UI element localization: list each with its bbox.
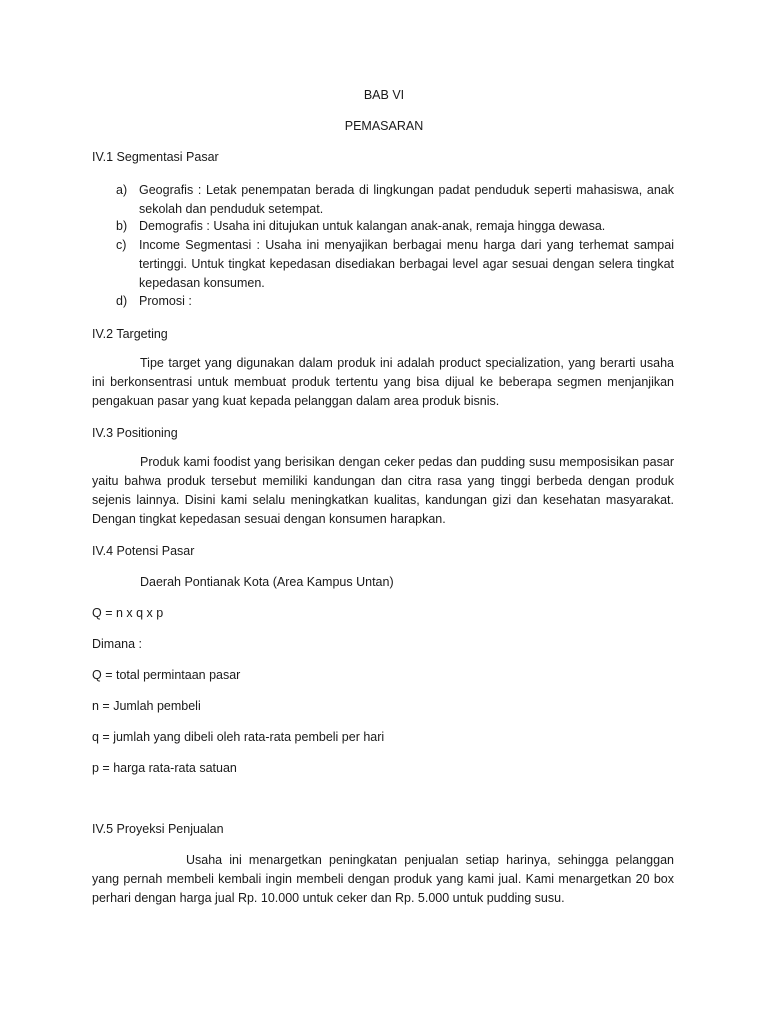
proyeksi-paragraph: Usaha ini menargetkan peningkatan penjualan setiap harinya, sehingga pelanggan yang pernah membeli kembali ingin membeli dengan produk yang kami jual. Kami menargetkan 20 box perhari dengan harga jual Rp. 10.000 untuk ceker dan Rp. 5.000 untuk pudding susu.	[92, 853, 674, 905]
definition-p: p = harga rata-rata satuan	[92, 761, 237, 775]
list-marker: a)	[116, 183, 128, 197]
section-heading-potensi: IV.4 Potensi Pasar	[92, 544, 195, 558]
section-heading-targeting: IV.2 Targeting	[92, 327, 168, 341]
chapter-title: PEMASARAN	[344, 119, 424, 133]
list-item-text: Income Segmentasi : Usaha ini menyajikan berbagai menu harga dari yang terhemat sampai tertinggi. Untuk tingkat kepedasan disediakan berbagai level agar sesuai dengan selera tingkat kepedasan konsumen.	[139, 238, 674, 290]
section-heading-positioning: IV.3 Positioning	[92, 426, 178, 440]
potensi-formula: Q = n x q x p	[92, 606, 164, 620]
positioning-paragraph: Produk kami foodist yang berisikan dengan ceker pedas dan pudding susu memposisikan pasar yaitu bahwa produk tersebut memiliki kandungan dan citra rasa yang tinggi berbeda dengan produk sejenis lainnya. Disini kami selalu meningkatkan kualitas, kandungan gizi dan kesehatan masyarakat. Dengan tingkat kepedasan sesuai dengan konsumen harapkan.	[92, 455, 674, 526]
list-item-text: Geografis : Letak penempatan berada di lingkungan padat penduduk seperti mahasiswa, anak sekolah dan penduduk setempat.	[139, 183, 674, 216]
list-item-demografis	[92, 217, 674, 236]
targeting-paragraph: Tipe target yang digunakan dalam produk ini adalah product specialization, yang berarti usaha ini berkonsentrasi untuk membuat produk tertentu yang bisa dijual ke beberapa segmen menjanjikan pengakuan pasar yang kuat kepada pelanggan dalam area produk bisnis.	[92, 356, 674, 408]
list-marker: b)	[116, 219, 128, 233]
list-item-geografis	[92, 181, 674, 219]
potensi-dimana: Dimana :	[92, 637, 143, 651]
list-item-promosi	[92, 292, 674, 311]
list-item-text: Demografis : Usaha ini ditujukan untuk kalangan anak-anak, remaja hingga dewasa.	[139, 219, 606, 233]
definition-n: n = Jumlah pembeli	[92, 699, 201, 713]
potensi-area: Daerah Pontianak Kota (Area Kampus Untan)	[140, 575, 394, 589]
chapter-label: BAB VI	[363, 88, 405, 102]
list-item-income	[92, 236, 674, 293]
list-marker: d)	[116, 294, 128, 308]
definition-q: Q = total permintaan pasar	[92, 668, 241, 682]
list-item-text: Promosi :	[139, 294, 192, 308]
list-marker: c)	[116, 238, 127, 252]
section-heading-proyeksi: IV.5 Proyeksi Penjualan	[92, 822, 224, 836]
definition-q-lower: q = jumlah yang dibeli oleh rata-rata pembeli per hari	[92, 730, 385, 744]
section-heading-segmentasi: IV.1 Segmentasi Pasar	[92, 150, 219, 164]
